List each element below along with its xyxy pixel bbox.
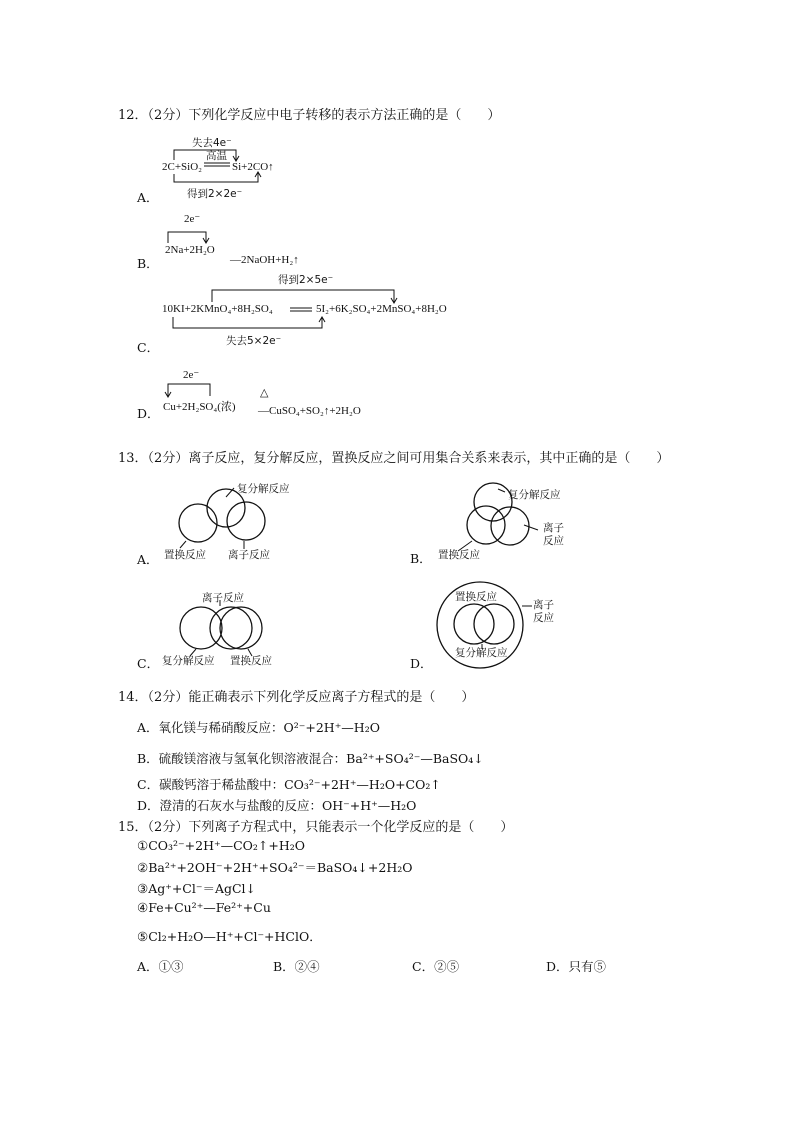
q13c-top-text: 离子反应	[202, 592, 244, 604]
q13-diagram-c	[180, 600, 262, 656]
q15-choice-c: C．②⑤	[412, 959, 460, 974]
q12d-products: —CuSO₄+SO₂↑+2H₂O	[258, 405, 361, 417]
q15-item-4: ④Fe+Cu²⁺—Fe²⁺+Cu	[137, 900, 271, 915]
q15-stem: 15．（2分）下列离子方程式中，只能表示一个化学反应的是（ ）	[118, 820, 514, 835]
q12a-top-annotation: 失去4e⁻	[192, 137, 232, 149]
q12b-top-annotation: 2e⁻	[184, 213, 201, 225]
q15-choice-a: A．①③	[137, 959, 184, 974]
q13b-top-text: 复分解反应	[508, 489, 561, 501]
q13b-right-text-2: 反应	[543, 535, 564, 547]
q13d-bottom-text: 复分解反应	[455, 647, 508, 659]
q12a-bottom-annotation: 得到2×2e⁻	[187, 188, 243, 200]
q12d-top-annotation: 2e⁻	[183, 369, 200, 381]
q14-stem: 14．（2分）能正确表示下列化学反应离子方程式的是（ ）	[118, 690, 475, 705]
q13-option-c-label: C．	[137, 656, 160, 671]
q13-stem: 13．（2分）离子反应，复分解反应，置换反应之间可用集合关系来表示，其中正确的是（ ）	[118, 451, 670, 466]
q13b-right-text-1: 离子	[543, 522, 564, 534]
q13c-left-text: 复分解反应	[162, 655, 215, 667]
q13d-right-text-1: 离子	[533, 599, 554, 611]
q12d-reactants: Cu+2H₂SO₄(浓)	[163, 401, 236, 413]
q12a-reactants: 2C+SiO₂	[162, 161, 202, 173]
q12c-reactants: 10KI+2KMnO₄+8H₂SO₄	[162, 303, 273, 315]
q13-diagram-a	[179, 488, 265, 549]
q12b-reactants: 2Na+2H₂O	[165, 244, 215, 256]
q15-item-1: ①CO₃²⁻+2H⁺—CO₂↑+H₂O	[137, 838, 305, 853]
q15-item-3: ③Ag⁺+Cl⁻＝AgCl↓	[137, 881, 257, 896]
q12a-products: Si+2CO↑	[232, 161, 274, 173]
q13a-top-text: 复分解反应	[237, 483, 290, 495]
q13-option-b-label: B．	[410, 551, 432, 566]
q12-option-b-label: B．	[137, 256, 159, 271]
q14-option-b: B．硫酸镁溶液与氢氧化钡溶液混合：Ba²⁺+SO₄²⁻—BaSO₄↓	[137, 751, 484, 766]
q12b-products: —2NaOH+H₂↑	[230, 254, 299, 266]
q14-option-d: D．澄清的石灰水与盐酸的反应：OH⁻+H⁺—H₂O	[137, 798, 417, 813]
q13-option-a-label: A．	[137, 552, 159, 567]
q12-option-a-label: A．	[137, 190, 159, 205]
q12d-condition: △	[260, 387, 269, 399]
q12c-bottom-annotation: 失去5×2e⁻	[226, 335, 282, 347]
q13b-bottom-text: 置换反应	[438, 549, 480, 561]
q13d-top-text: 置换反应	[455, 591, 497, 603]
q13d-right-text-2: 反应	[533, 612, 554, 624]
q13a-right-text: 离子反应	[228, 549, 270, 561]
q14-option-c: C．碳酸钙溶于稀盐酸中：CO₃²⁻+2H⁺—H₂O+CO₂↑	[137, 777, 441, 792]
q15-item-2: ②Ba²⁺+2OH⁻+2H⁺+SO₄²⁻＝BaSO₄↓+2H₂O	[137, 860, 413, 875]
q15-choice-b: B．②④	[273, 959, 320, 974]
q14-option-a: A．氧化镁与稀硝酸反应：O²⁻+2H⁺—H₂O	[137, 720, 380, 735]
q12-option-c-label: C．	[137, 340, 160, 355]
q15-item-5: ⑤Cl₂+H₂O—H⁺+Cl⁻+HClO．	[137, 929, 322, 944]
q12c-top-annotation: 得到2×5e⁻	[278, 274, 334, 286]
q12c-products: 5I₂+6K₂SO₄+2MnSO₄+8H₂O	[316, 303, 447, 315]
q15-choice-d: D．只有⑤	[546, 959, 607, 974]
q12a-condition: 高温	[206, 150, 227, 162]
q13c-right-text: 置换反应	[230, 655, 272, 667]
q12-option-d-label: D．	[137, 406, 160, 421]
q13a-left-text: 置换反应	[164, 549, 206, 561]
q13-option-d-label: D．	[410, 656, 433, 671]
q12-stem: 12．（2分）下列化学反应中电子转移的表示方法正确的是（ ）	[118, 108, 501, 123]
